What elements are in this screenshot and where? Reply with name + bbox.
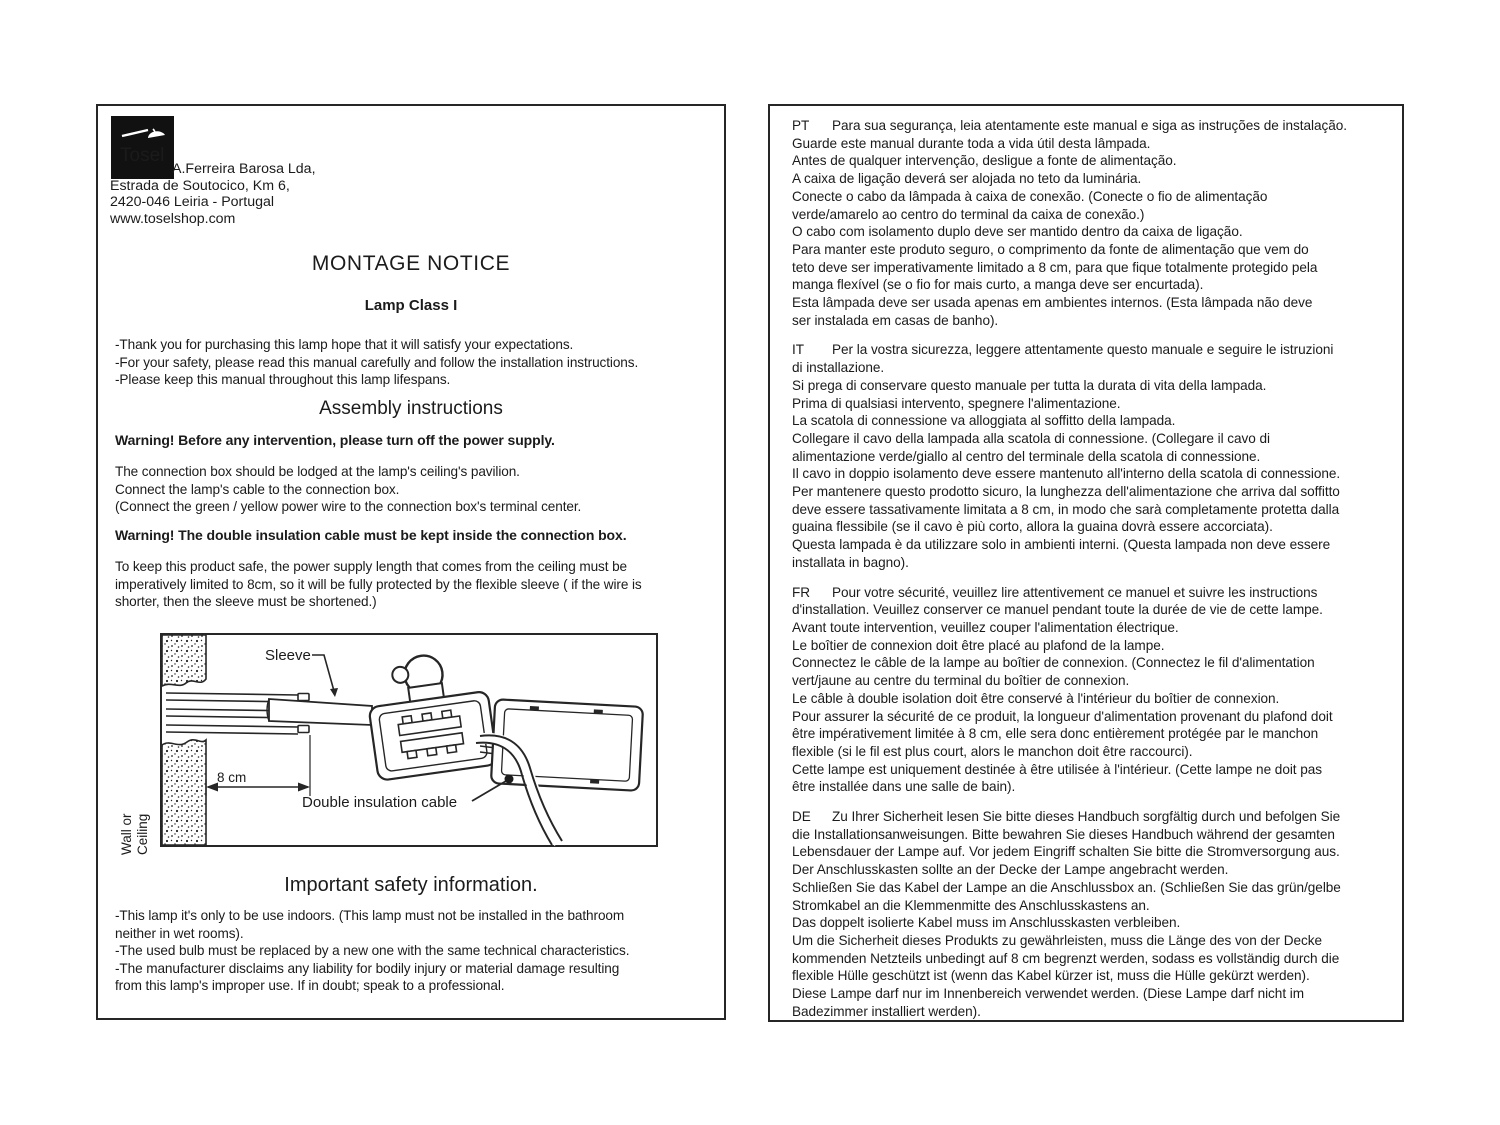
text-line: Das doppelt isolierte Kabel muss im Anschlusskasten verbleiben.: [792, 915, 1181, 931]
text-line: vert/jaune au centre du terminal du boîtier de connexion.: [792, 673, 1130, 689]
language-code: FR: [792, 584, 811, 600]
text-line: Um die Sicherheit dieses Produkts zu gewährleisten, muss die Länge des von der Decke: [792, 932, 1323, 948]
text-line: kommenden Netzteils unbedingt auf 8 cm begrenzt werden, sodass es vollständig durch die: [792, 950, 1340, 966]
sleeve-label: Sleeve: [265, 647, 311, 664]
text-line: alimentazione verde/giallo al centro del terminale della scatola di connessione.: [792, 448, 1261, 464]
text-line: (Connect the green / yellow power wire to the connection box's terminal center.: [115, 499, 582, 515]
translations-panel: [768, 104, 1404, 1022]
text-line: Para manter este produto seguro, o comprimento da fonte de alimentação que vem do: [792, 241, 1309, 257]
text-line: Esta lâmpada deve ser usada apenas em ambientes internos. (Esta lâmpada não deve: [792, 295, 1313, 311]
text-line: Per mantenere questo prodotto sicuro, la lunghezza dell'alimentazione che arriva dal soffitto: [792, 484, 1340, 500]
text-line: flexible (si le fil est plus court, alors le manchon doit être raccourci).: [792, 743, 1193, 759]
translation-block-fr: [792, 584, 1398, 796]
text-line: Collegare il cavo della lampada alla scatola di connessione. (Collegare il cavo di: [792, 430, 1270, 446]
text-line: Conecte o cabo da lâmpada à caixa de conexão. (Conecte o fio de alimentação: [792, 188, 1268, 204]
connection-paragraph: [115, 463, 581, 516]
text-line: Lebensdauer der Lampe auf. Vor jedem Eingriff schalten Sie bitte die Stromversorgung aus.: [792, 844, 1340, 860]
text-line: Guarde este manual durante toda a vida útil desta lâmpada.: [792, 135, 1151, 151]
text-line: La scatola di connessione va alloggiata al soffitto della lampada.: [792, 413, 1176, 429]
company-address: [110, 161, 316, 227]
text-line: -Thank you for purchasing this lamp hope that it will satisfy your expectations.: [115, 337, 574, 352]
text-line: Cette lampe est uniquement destinée à être utilisée à l'intérieur. (Cette lampe ne doit pas: [792, 761, 1323, 777]
text-line: Le boîtier de connexion doit être placé au plafond de la lampe.: [792, 637, 1165, 653]
text-line: Der Anschlusskasten sollte an der Decke der Lampe angebracht werden.: [792, 862, 1229, 878]
text-line: manga flexível (se o fio for mais curto, a manga deve ser encurtada).: [792, 277, 1204, 293]
text-line: The connection box should be lodged at the lamp's ceiling's pavilion.: [115, 464, 520, 479]
text-line: -The manufacturer disclaims any liability for bodily injury or material damage resulting: [115, 960, 620, 976]
text-line: www.toselshop.com: [110, 210, 236, 227]
text-line: être installée dans une salle de bain).: [792, 779, 1016, 795]
text-line: d'installation. Veuillez conserver ce manuel pendant toute la durée de vie de cette lampe.: [792, 602, 1323, 618]
text-line: O cabo com isolamento duplo deve ser mantido dentro da caixa de ligação.: [792, 224, 1243, 240]
text-line: di installazione.: [792, 360, 885, 376]
text-line: A.Ferreira Barosa Lda,: [172, 161, 316, 177]
text-line: Il cavo in doppio isolamento deve essere mantenuto all'interno della scatola di connessione.: [792, 466, 1341, 482]
safety-heading: Important safety information.: [284, 874, 538, 896]
text-line: Si prega di conservare questo manuale per tutta la durata di vita della lampada.: [792, 377, 1267, 393]
text-line: Avant toute intervention, veuillez couper l'alimentation électrique.: [792, 619, 1179, 635]
text-line: 2420-046 Leiria - Portugal: [110, 194, 275, 211]
text-line: Connectez le câble de la lampe au boîtier de connexion. (Connectez le fil d'alimentation: [792, 655, 1315, 671]
text-line: teto deve ser imperativamente limitado a 8 cm, para que fique totalmente protegido pela: [792, 259, 1318, 275]
text-line: FR Pour votre sécurité, veuillez lire attentivement ce manuel et suivre les instructions: [792, 584, 1318, 600]
text-line: IT Per la vostra sicurezza, leggere attentamente questo manuale e seguire le istruzioni: [792, 342, 1334, 358]
text-line: DE Zu Ihrer Sicherheit lesen Sie bitte dieses Handbuch sorgfältig durch und befolgen Sie: [792, 809, 1341, 825]
translation-block-it: [792, 341, 1398, 571]
translation-block-de: [792, 808, 1398, 1020]
text-line: Le câble à double isolation doit être conservé à l'intérieur du boîtier de connexion.: [792, 690, 1280, 706]
lamp-class-subtitle: Lamp Class I: [364, 297, 458, 314]
installation-diagram: [160, 633, 658, 847]
wall-or-ceiling-label: [119, 779, 153, 855]
text-line: shorter, then the sleeve must be shortened.): [115, 594, 377, 610]
language-code: DE: [792, 809, 811, 825]
text-line: -For your safety, please read this manual carefully and follow the installation instructions.: [115, 354, 639, 370]
text-line: Ceiling: [135, 813, 150, 855]
text-line: neither in wet rooms).: [115, 925, 244, 941]
cable-label: Double insulation cable: [302, 794, 458, 811]
language-code: PT: [792, 118, 810, 133]
text-line: Schließen Sie das Kabel der Lampe an die Anschlussbox an. (Schließen Sie das grün/gelbe: [792, 879, 1341, 895]
page-title: MONTAGE NOTICE: [311, 252, 511, 275]
text-line: Wall or: [119, 813, 134, 855]
text-line: A caixa de ligação deverá ser alojada no teto da luminária.: [792, 171, 1142, 187]
text-line: Estrada de Soutocico, Km 6,: [110, 177, 290, 194]
intro-paragraph: [115, 336, 638, 389]
text-line: Diese Lampe darf nur im Innenbereich verwendet werden. (Diese Lampe darf nicht im: [792, 986, 1305, 1002]
supply-length-paragraph: [115, 558, 642, 611]
logo-text: Tosel: [120, 145, 165, 166]
installation-diagram-drawing: [160, 633, 658, 847]
text-line: PT Para sua segurança, leia atentamente este manual e siga as instruções de instalação.: [792, 118, 1347, 133]
text-line: -The used bulb must be replaced by a new one with the same technical characteristics.: [115, 943, 630, 959]
translation-block-pt: [792, 117, 1398, 329]
text-line: Prima di qualsiasi intervento, spegnere l'alimentazione.: [792, 395, 1121, 411]
warning-insulation-cable: Warning! The double insulation cable must be kept inside the connection box.: [115, 527, 627, 543]
text-line: guaina flessibile (se il cavo è più corto, allora la guaina dovrà essere accorciata).: [792, 519, 1273, 535]
text-line: installata in bagno).: [792, 554, 909, 570]
assembly-heading: Assembly instructions: [319, 398, 503, 419]
text-line: -This lamp it's only to be use indoors. (This lamp must not be installed in the bathroom: [115, 908, 625, 923]
text-line: die Installationsanweisungen. Bitte bewahren Sie dieses Handbuch während der gesamten: [792, 826, 1335, 842]
text-line: Antes de qualquer intervenção, desligue a fonte de alimentação.: [792, 153, 1177, 169]
text-line: être impérativement limitée à 8 cm, elle sera donc entièrement protégée par le manchon: [792, 726, 1319, 742]
text-line: imperatively limited to 8cm, so it will be fully protected by the flexible sleeve ( if the wire is: [115, 576, 642, 592]
text-line: ser instalada em casas de banho).: [792, 312, 999, 328]
text-line: Questa lampada è da utilizzare solo in ambienti interni. (Questa lampada non deve essere: [792, 537, 1331, 553]
text-line: from this lamp's improper use. If in doubt; speak to a professional.: [115, 978, 505, 994]
text-line: Badezimmer installiert werden).: [792, 1003, 981, 1019]
translations-container: [792, 117, 1398, 1022]
safety-paragraph: [115, 907, 629, 995]
text-line: deve essere tassativamente limitata a 8 cm, in modo che sarà completamente protetta dalla: [792, 501, 1340, 517]
english-instructions-panel: [96, 104, 726, 1020]
text-line: Stromkabel an die Klemmenmitte des Anschlusskastens an.: [792, 897, 1150, 913]
text-line: To keep this product safe, the power supply length that comes from the ceiling must be: [115, 559, 628, 574]
text-line: verde/amarelo ao centro do terminal da caixa de conexão.): [792, 206, 1145, 222]
dimension-label: 8 cm: [217, 770, 247, 785]
text-line: -Please keep this manual throughout this lamp lifespans.: [115, 372, 451, 388]
text-line: Pour assurer la sécurité de ce produit, la longueur d'alimentation provenant du plafond doit: [792, 708, 1333, 724]
text-line: Connect the lamp's cable to the connection box.: [115, 481, 400, 497]
warning-power-supply: Warning! Before any intervention, please turn off the power supply.: [115, 432, 555, 448]
language-code: IT: [792, 342, 804, 358]
text-line: flexible Hülle geschützt ist (wenn das Kabel kürzer ist, muss die Hülle gekürzt werden).: [792, 968, 1310, 984]
